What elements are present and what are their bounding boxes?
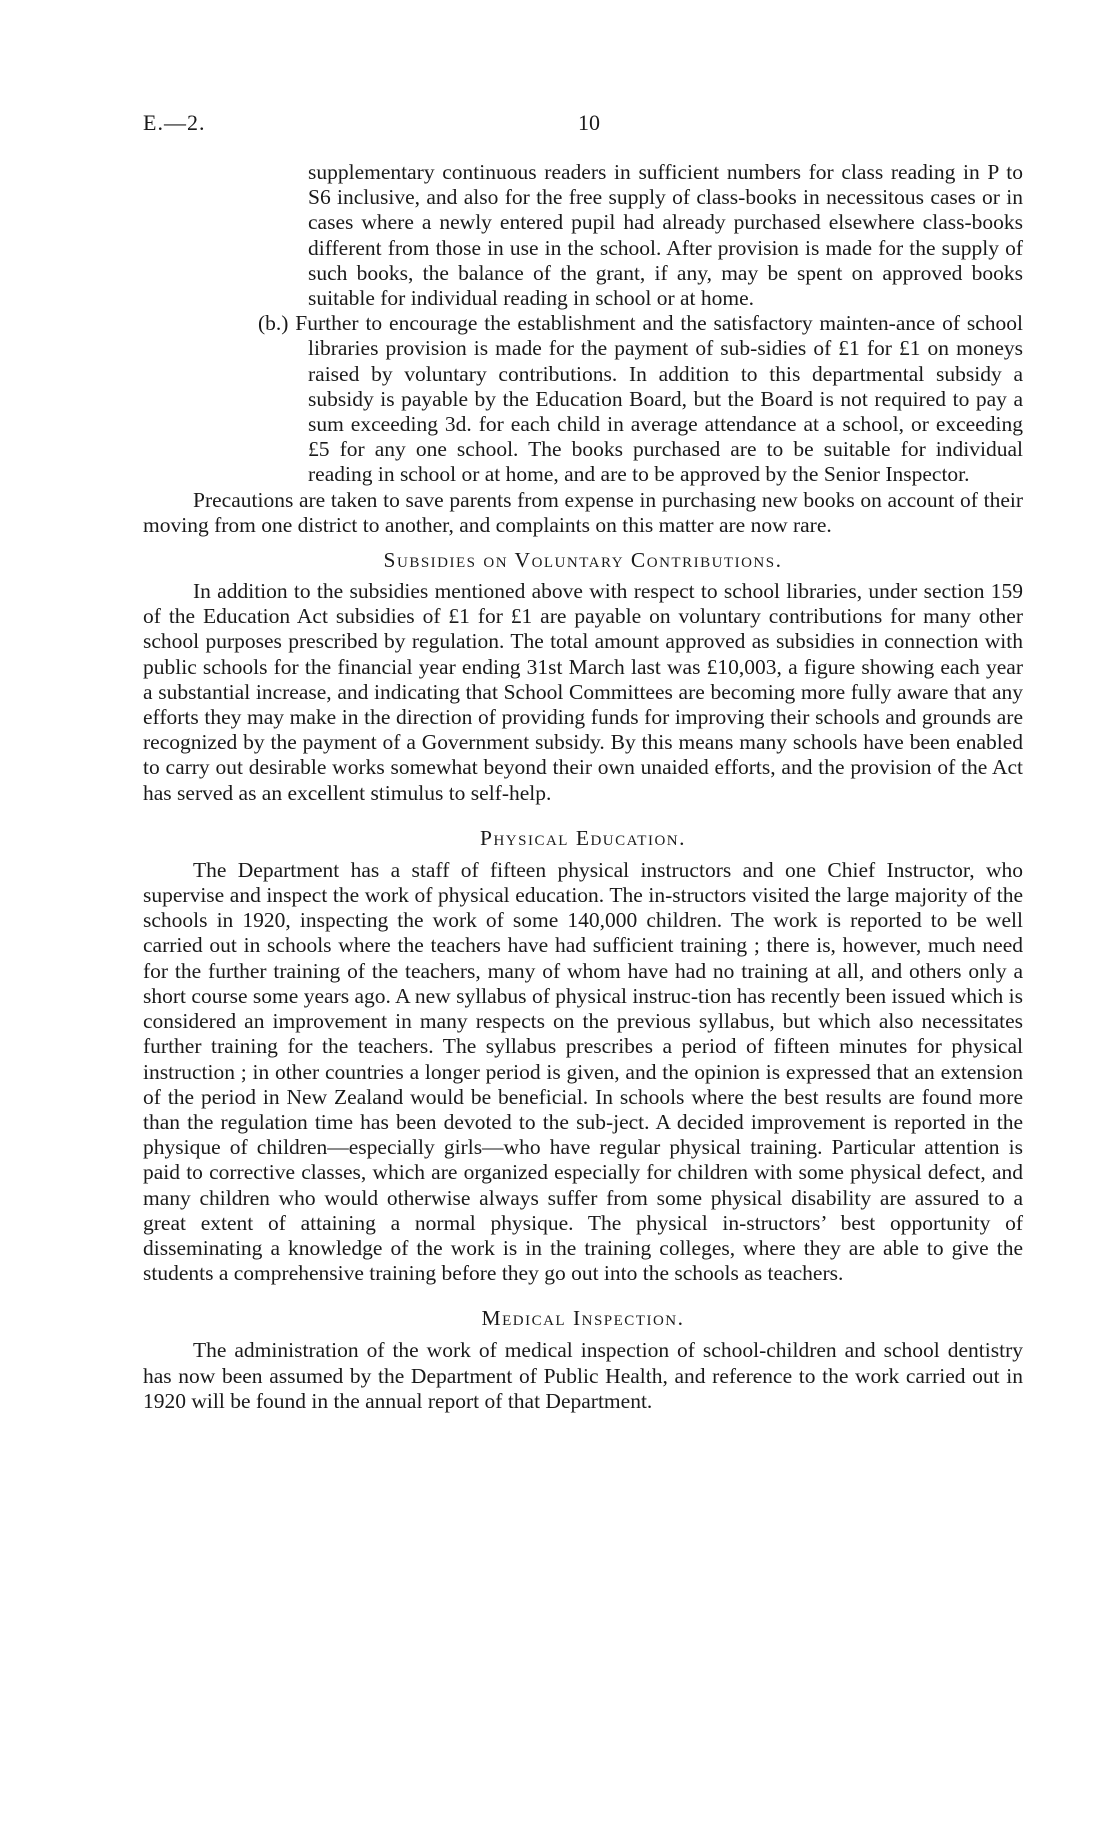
paragraph-physical-education: The Department has a staff of fifteen physical instructors and one Chief Instructor, who supervise and inspect the work of physical education. The in-structors visited the large majority of the schools in 1920, inspecting the work of some 140,000 children. The work is reported to be well carried out in schools where the teachers have had sufficient training ; there is, however, much need for the further training of the teachers, many of whom have had no training at all, and others only a short course some years ago. A new syllabus of physical instruc-tion has recently been issued which is considered an improvement in many respects on the previous syllabus, but which also necessitates further training for the teachers. The syllabus prescribes a period of fifteen minutes for physical instruction ; in other countries a longer period is given, and the opinion is expressed that an extension of the period in New Zealand would be beneficial. In schools where the best results are found more than the regulation time has been devoted to the sub-ject. A decided improvement is reported in the physique of children—especially girls—who have regular physical training. Particular attention is paid to corrective classes, which are organized especially for children with some physical defect, and many children who would otherwise always suffer from some physical disability are assured to a great extent of attaining a normal physique. The physical in-structors’ best opportunity of disseminating a knowledge of the work is in the training colleges, where they are able to give the students a comprehensive training before they go out into the schools as teachers. [143, 857, 1023, 1286]
paragraph-medical-inspection: The administration of the work of medical inspection of school-children and school dentistry has now been assumed by the Department of Public Health, and reference to the work carried out in 1920 will be found in the annual report of that Department. [143, 1338, 1023, 1413]
heading-physical-education: Physical Education. [479, 825, 686, 850]
paragraph-item-b: (b.) Further to encourage the establishment and the satisfactory mainten-ance of school libraries provision is made for the payment of sub-sidies of £1 for £1 on moneys raised by voluntary contributions. In addition to this departmental subsidy a subsidy is payable by the Education Board, but the Board is not required to pay a sum exceeding 3d. for each child in average attendance at a school, or exceeding £5 for any one school. The books purchased are to be suitable for individual reading in school or at home, and are to be approved by the Senior Inspector. [258, 311, 1023, 487]
document-reference: E.—2. [143, 110, 206, 135]
heading-medical-inspection: Medical Inspection. [481, 1306, 685, 1331]
paragraph-precautions: Precautions are taken to save parents from expense in purchasing new books on account of their moving from one district to another, and complaints on this matter are now rare. [143, 487, 1023, 537]
paragraph-subsidies: In addition to the subsidies mentioned above with respect to school libraries, under section 159 of the Education Act subsidies of £1 for £1 are payable on voluntary contributions for many other school purposes prescribed by regulation. The total amount approved as subsidies in connection with public schools for the financial year ending 31st March last was £10,003, a figure showing each year a substantial increase, and indicating that School Committees are becoming more fully aware that any efforts they may make in the direction of providing funds for improving their schools and grounds are recognized by the payment of a Government subsidy. By this means many schools have been enabled to carry out desirable works somewhat beyond their own unaided efforts, and the provision of the Act has served as an excellent stimulus to self-help. [143, 579, 1023, 805]
page-number: 10 [578, 110, 600, 135]
paragraph-continued: supplementary continuous readers in sufficient numbers for class reading in P to S6 inclusive, and also for the free supply of class-books in necessitous cases or in cases where a newly entered pupil had already purchased elsewhere class-books different from those in use in the school. After provision is made for the supply of such books, the balance of the grant, if any, may be spent on approved books suitable for individual reading in school or at home. [308, 160, 1023, 311]
body-text [143, 160, 1023, 1414]
heading-subsidies: Subsidies on Voluntary Contributions. [383, 548, 783, 573]
